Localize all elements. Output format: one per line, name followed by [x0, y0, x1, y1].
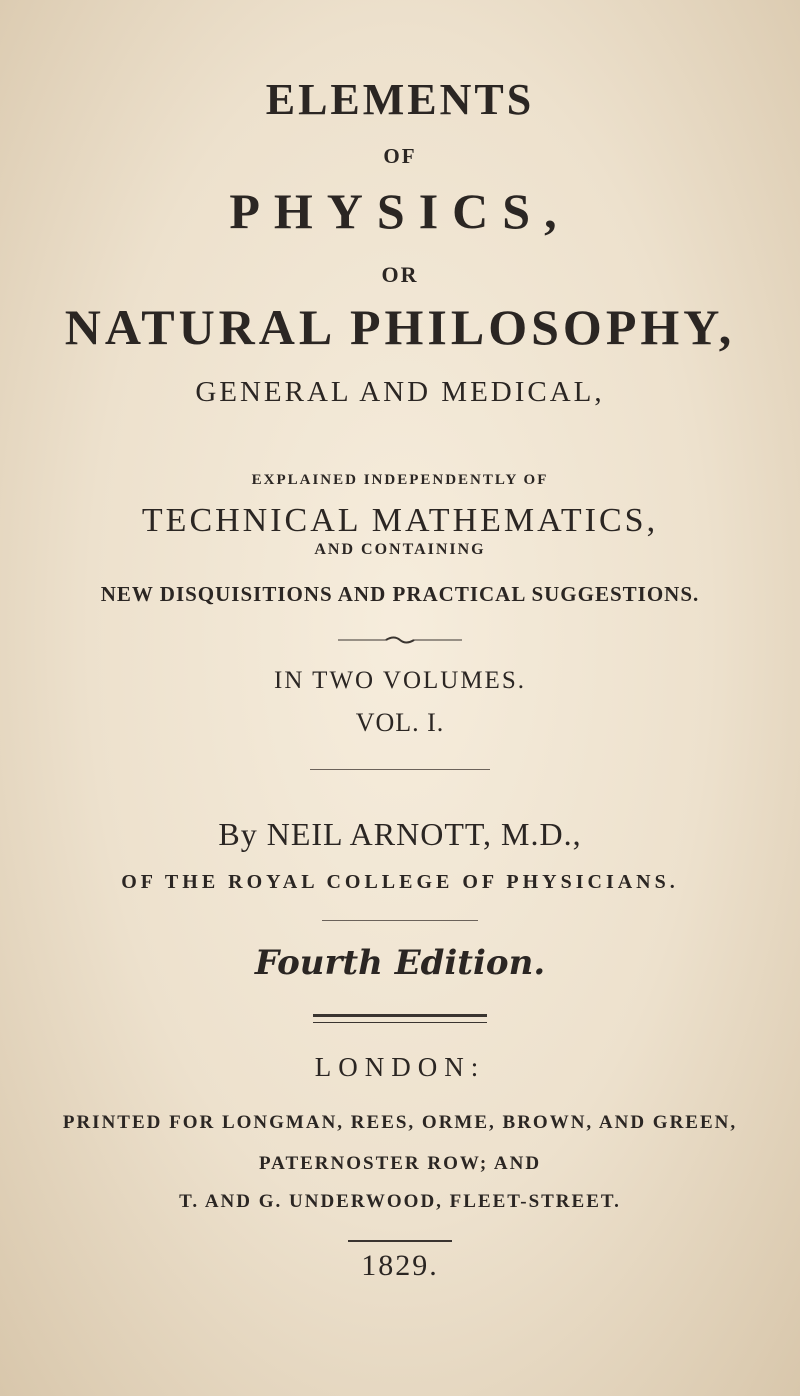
- imprint-year: 1829.: [361, 1249, 439, 1282]
- ornament-rule: [338, 635, 462, 645]
- imprint-underwood: T. AND G. UNDERWOOD, FLEET-STREET.: [179, 1191, 621, 1212]
- divider-thin: [322, 920, 478, 921]
- edition-line: Fourth Edition.: [254, 943, 546, 983]
- volumes-note: IN TWO VOLUMES.: [274, 667, 526, 694]
- imprint-publishers: PRINTED FOR LONGMAN, REES, ORME, BROWN, AND GREEN,: [62, 1112, 738, 1133]
- title-of: OF: [383, 144, 417, 168]
- subtitle-new-disquisitions: NEW DISQUISITIONS AND PRACTICAL SUGGESTIONS.: [100, 582, 700, 606]
- author-affiliation: OF THE ROYAL COLLEGE OF PHYSICIANS.: [121, 871, 679, 893]
- divider-double: [313, 1014, 487, 1023]
- subtitle-containing: AND CONTAINING: [314, 541, 486, 558]
- author-line: By NEIL ARNOTT, M.D.,: [218, 816, 582, 852]
- volume-number: VOL. I.: [355, 708, 445, 737]
- imprint-place: LONDON:: [314, 1052, 486, 1082]
- subtitle-technical-mathematics: TECHNICAL MATHEMATICS,: [141, 502, 659, 539]
- title-or: OR: [381, 262, 419, 287]
- divider-thin: [310, 769, 490, 770]
- subtitle-explained: EXPLAINED INDEPENDENTLY OF: [251, 472, 549, 488]
- title-natural-philosophy: NATURAL PHILOSOPHY,: [64, 299, 736, 355]
- title-elements: ELEMENTS: [265, 75, 535, 124]
- imprint-address: PATERNOSTER ROW; AND: [258, 1153, 542, 1174]
- divider-short: [348, 1240, 452, 1242]
- title-physics: PHYSICS,: [229, 183, 571, 239]
- subtitle-general-medical: GENERAL AND MEDICAL,: [195, 376, 605, 408]
